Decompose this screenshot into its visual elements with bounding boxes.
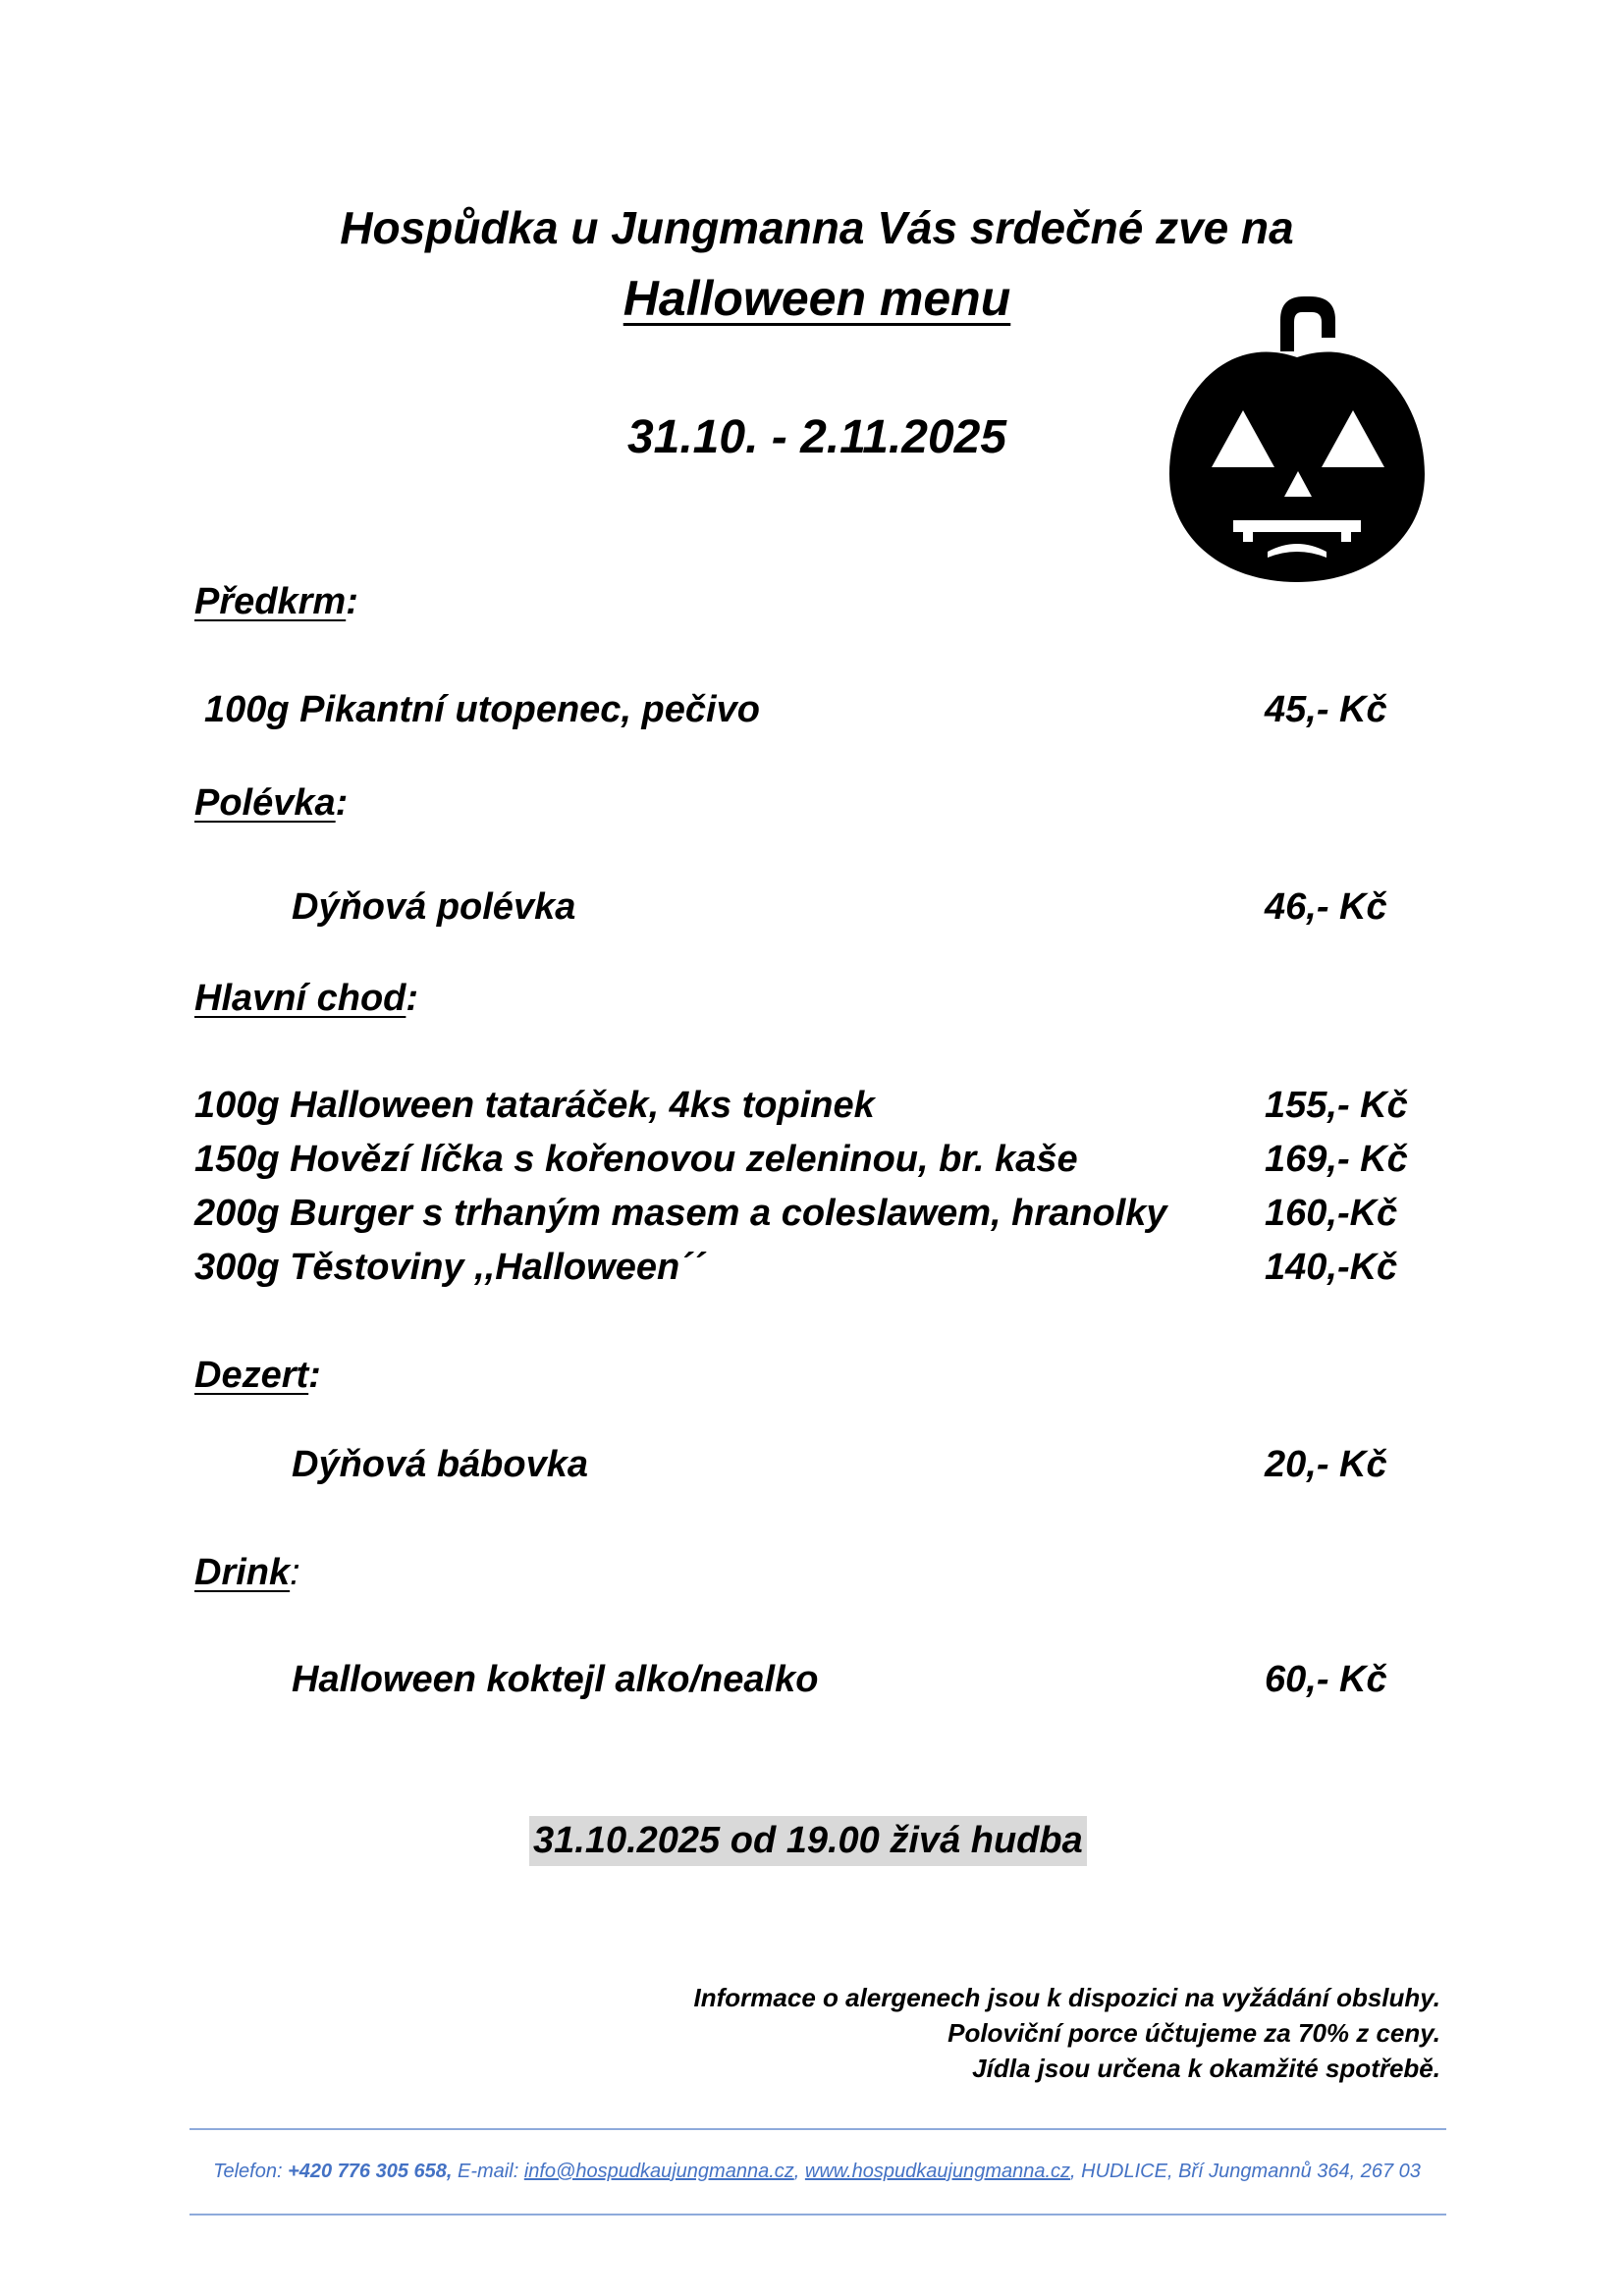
menu-title: Halloween menu — [623, 271, 1011, 326]
price-polevka: 46,- Kč — [1265, 886, 1387, 928]
half-portion-note: Poloviční porce účtujeme za 70% z ceny. — [947, 2018, 1440, 2048]
consumption-note: Jídla jsou určena k okamžité spotřebě. — [972, 2054, 1440, 2083]
section-dezert: Dezert: — [194, 1355, 321, 1396]
item-burger: 200g Burger s trhaným masem a coleslawem, hranolky — [194, 1193, 1167, 1234]
price-tatarak: 155,- Kč — [1265, 1085, 1408, 1126]
price-licka: 169,- Kč — [1265, 1139, 1408, 1180]
email-label: E-mail: — [452, 2161, 524, 2182]
allergen-note: Informace o alergenech jsou k dispozici na vyžádání obsluhy. — [693, 1983, 1440, 2012]
footer-rule-bottom — [189, 2214, 1446, 2216]
item-tatarak: 100g Halloween tataráček, 4ks topinek — [194, 1085, 875, 1126]
price-babovka: 20,- Kč — [1265, 1444, 1387, 1485]
item-utopenec: 100g Pikantní utopenec, pečivo — [204, 689, 760, 730]
menu-dates: 31.10. - 2.11.2025 — [626, 411, 1007, 463]
price-testoviny: 140,-Kč — [1265, 1247, 1398, 1288]
item-babovka: Dýňová bábovka — [292, 1444, 588, 1485]
invitation-line: Hospůdka u Jungmanna Vás srdečné zve na — [340, 202, 1294, 253]
section-hlavni-chod: Hlavní chod: — [194, 978, 419, 1019]
footer-rule-top — [189, 2128, 1446, 2130]
footer-contact — [0, 2161, 1624, 2183]
section-predkrm: Předkrm: — [194, 581, 358, 622]
address: , HUDLICE, Bří Jungmannů 364, 267 03 — [1070, 2161, 1421, 2182]
phone-label: Telefon: — [213, 2161, 289, 2182]
pumpkin-icon — [1164, 293, 1430, 587]
price-burger: 160,-Kč — [1265, 1193, 1398, 1234]
item-testoviny: 300g Těstoviny ,,Halloween´´ — [194, 1247, 705, 1288]
section-polevka: Polévka: — [194, 782, 349, 824]
price-utopenec: 45,- Kč — [1265, 689, 1387, 730]
section-drink: Drink: — [194, 1552, 300, 1593]
phone-number: +420 776 305 658, — [288, 2161, 453, 2182]
item-licka: 150g Hovězí líčka s kořenovou zeleninou, br. kaše — [194, 1139, 1078, 1180]
item-koktejl: Halloween koktejl alko/nealko — [292, 1659, 819, 1700]
live-music-event: 31.10.2025 od 19.00 živá hudba — [529, 1816, 1087, 1866]
email-link[interactable]: info@hospudkaujungmanna.cz — [523, 2161, 794, 2182]
item-polevka: Dýňová polévka — [292, 886, 576, 928]
price-koktejl: 60,- Kč — [1265, 1659, 1387, 1700]
footer-separator: , — [793, 2161, 805, 2182]
website-link[interactable]: www.hospudkaujungmanna.cz — [804, 2161, 1071, 2182]
